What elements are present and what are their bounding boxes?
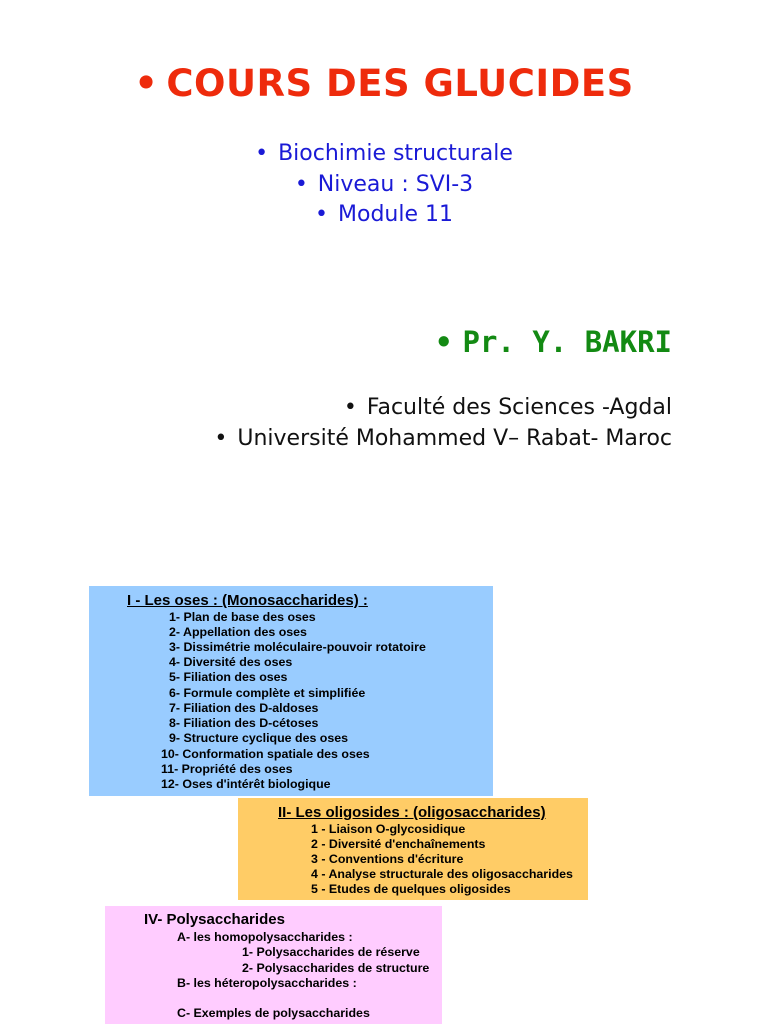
bullet: • (435, 325, 453, 359)
subtitle-line-1 (0, 141, 768, 166)
list-item: A- les homopolysaccharides : (177, 930, 353, 944)
list-item: 3- Dissimétrie moléculaire-pouvoir rotatoire (169, 640, 426, 654)
subtitle-text: Module 11 (338, 202, 453, 227)
list-item: 6- Formule complète et simplifiée (169, 686, 366, 700)
list-item: 2- Polysaccharides de structure (242, 961, 430, 975)
list-item: 5 - Etudes de quelques oligosides (311, 882, 511, 896)
title-text: COURS DES GLUCIDES (166, 62, 634, 105)
section-heading: II- Les oligosides : (oligosaccharides) (278, 804, 546, 821)
list-item: 9- Structure cyclique des oses (169, 731, 349, 745)
bullet: • (315, 202, 328, 227)
list-item: 11- Propriété des oses (161, 762, 293, 776)
subtitle-text: Niveau : SVI-3 (317, 172, 474, 197)
list-item: 5- Filiation des oses (169, 670, 288, 684)
list-item: B- les héteropolysaccharides : (177, 976, 357, 990)
list-item: 3 - Conventions d'écriture (311, 852, 464, 866)
list-item: 1- Plan de base des oses (169, 610, 316, 624)
bullet: • (294, 172, 308, 197)
list-item: 4 - Analyse structurale des oligosaccharides (311, 867, 573, 881)
section-heading: I - Les oses : (Monosaccharides) : (127, 592, 368, 609)
list-item: 2- Appellation des oses (169, 625, 307, 639)
list-item: 7- Filiation des D-aldoses (169, 701, 319, 715)
list-item: 4- Diversité des oses (169, 655, 293, 669)
list-item: 10- Conformation spatiale des oses (161, 747, 370, 761)
list-item: 1 - Liaison O-glycosidique (311, 822, 466, 836)
list-item: 1- Polysaccharides de réserve (242, 945, 420, 959)
section-oses-box (89, 586, 493, 796)
list-item: 2 - Diversité d'enchaînements (311, 837, 486, 851)
author-text: Pr. Y. BAKRI (462, 325, 672, 359)
bullet: • (343, 395, 357, 420)
bullet: • (134, 62, 159, 105)
list-item: 12- Oses d'intérêt biologique (161, 777, 331, 791)
section-polysaccharides-box (105, 906, 442, 1024)
affiliation-line-1 (344, 395, 672, 420)
affiliation-text: Faculté des Sciences -Agdal (366, 395, 672, 420)
affiliation-text: Université Mohammed V– Rabat- Maroc (237, 426, 672, 451)
subtitle-line-2 (0, 172, 768, 197)
list-item: C- Exemples de polysaccharides (177, 1006, 370, 1020)
page-title (0, 62, 768, 105)
bullet: • (214, 426, 228, 451)
subtitle-text: Biochimie structurale (278, 141, 513, 166)
subtitle-line-3 (0, 202, 768, 227)
section-oligosides-box (238, 798, 588, 900)
bullet: • (255, 141, 269, 166)
list-item: 8- Filiation des D-cétoses (169, 716, 319, 730)
author-name (435, 325, 672, 359)
affiliation-line-2 (214, 426, 672, 451)
section-heading: IV- Polysaccharides (144, 911, 285, 928)
